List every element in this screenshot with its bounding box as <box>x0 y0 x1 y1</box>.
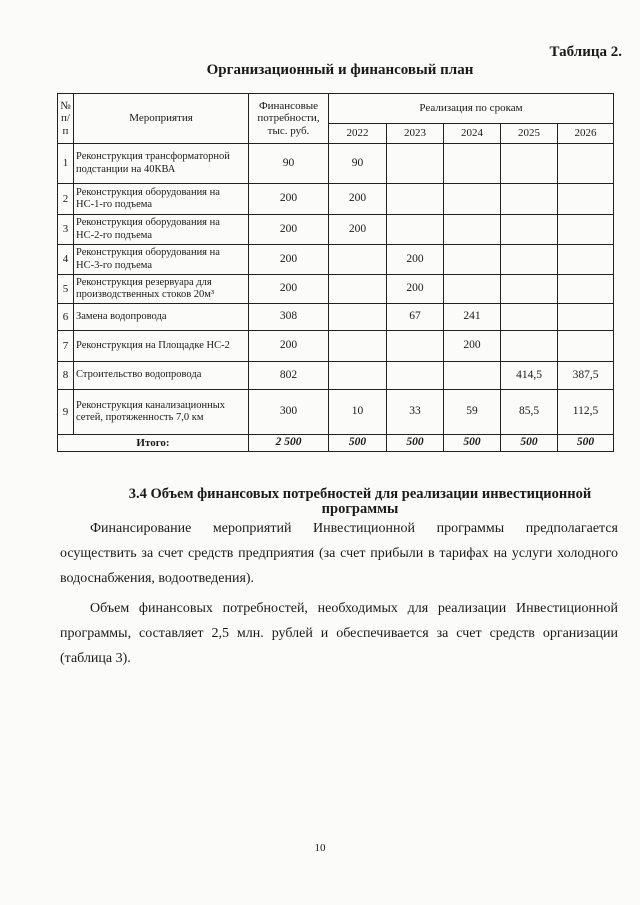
row-num: 4 <box>58 245 74 275</box>
row-total: 90 <box>249 144 329 184</box>
table-row <box>58 390 614 435</box>
row-year-value: 200 <box>329 184 387 215</box>
row-year-value <box>558 215 614 245</box>
row-event: Реконструкция на Площадке НС-2 <box>74 331 249 362</box>
row-total: 200 <box>249 184 329 215</box>
total-sum: 2 500 <box>249 435 329 452</box>
row-year-value <box>387 215 444 245</box>
row-year-value <box>444 215 501 245</box>
table-row <box>58 331 614 362</box>
row-year-value <box>558 304 614 331</box>
row-year-value <box>558 331 614 362</box>
row-year-value: 33 <box>387 390 444 435</box>
row-year-value <box>558 245 614 275</box>
row-year-value <box>444 275 501 304</box>
row-total: 300 <box>249 390 329 435</box>
table-row <box>58 215 614 245</box>
row-year-value <box>558 275 614 304</box>
header-finance: Финансовые потребности, тыс. руб. <box>249 94 329 144</box>
row-year-value <box>501 144 558 184</box>
row-year-value: 10 <box>329 390 387 435</box>
total-year-value: 500 <box>329 435 387 452</box>
row-num: 8 <box>58 362 74 390</box>
header-num: № п/ п <box>58 94 74 144</box>
row-year-value <box>329 304 387 331</box>
row-year-value: 241 <box>444 304 501 331</box>
row-year-value: 200 <box>444 331 501 362</box>
header-year: 2025 <box>501 124 558 144</box>
row-year-value: 112,5 <box>558 390 614 435</box>
row-total: 200 <box>249 275 329 304</box>
row-num: 7 <box>58 331 74 362</box>
row-year-value <box>329 275 387 304</box>
row-total: 200 <box>249 245 329 275</box>
total-year-value: 500 <box>387 435 444 452</box>
row-year-value: 387,5 <box>558 362 614 390</box>
row-event: Реконструкция оборудования на НС-2-го подъема <box>74 215 249 245</box>
header-year: 2022 <box>329 124 387 144</box>
row-year-value: 59 <box>444 390 501 435</box>
row-event: Реконструкция канализационных сетей, протяженность 7,0 км <box>74 390 249 435</box>
row-year-value <box>501 304 558 331</box>
row-year-value: 85,5 <box>501 390 558 435</box>
row-year-value <box>501 215 558 245</box>
row-total: 200 <box>249 215 329 245</box>
header-realization: Реализация по срокам <box>329 94 614 124</box>
row-num: 5 <box>58 275 74 304</box>
row-total: 802 <box>249 362 329 390</box>
row-num: 9 <box>58 390 74 435</box>
row-year-value <box>558 144 614 184</box>
row-num: 2 <box>58 184 74 215</box>
table-row <box>58 184 614 215</box>
row-year-value <box>501 184 558 215</box>
header-year: 2024 <box>444 124 501 144</box>
row-year-value: 67 <box>387 304 444 331</box>
row-num: 1 <box>58 144 74 184</box>
row-year-value <box>444 184 501 215</box>
row-year-value: 414,5 <box>501 362 558 390</box>
section-heading: 3.4 Объем финансовых потребностей для реализации инвестиционной программы <box>128 486 592 518</box>
row-year-value: 200 <box>387 275 444 304</box>
row-year-value: 200 <box>387 245 444 275</box>
row-year-value <box>387 184 444 215</box>
total-row <box>58 435 614 452</box>
total-year-value: 500 <box>558 435 614 452</box>
row-event: Реконструкция оборудования на НС-3-го подъема <box>74 245 249 275</box>
row-year-value: 90 <box>329 144 387 184</box>
row-year-value: 200 <box>329 215 387 245</box>
row-year-value <box>387 362 444 390</box>
table-label: Таблица 2. <box>549 44 622 60</box>
row-year-value <box>501 245 558 275</box>
row-year-value <box>387 331 444 362</box>
row-event: Реконструкция резервуара для производственных стоков 20м³ <box>74 275 249 304</box>
row-year-value <box>329 245 387 275</box>
page-number: 10 <box>314 842 326 854</box>
row-year-value <box>387 144 444 184</box>
row-event: Реконструкция оборудования на НС-1-го подъема <box>74 184 249 215</box>
table-row <box>58 144 614 184</box>
table-row <box>58 275 614 304</box>
row-year-value <box>329 331 387 362</box>
row-event: Замена водопровода <box>74 304 249 331</box>
table-title: Организационный и финансовый план <box>206 62 474 78</box>
table-row <box>58 304 614 331</box>
paragraph: Объем финансовых потребностей, необходимых для реализации Инвестиционной программы, составляет 2,5 млн. рублей и обеспечивается за счет средств организации (таблица 3). <box>60 601 618 666</box>
total-year-value: 500 <box>444 435 501 452</box>
row-num: 3 <box>58 215 74 245</box>
table-row <box>58 362 614 390</box>
total-label: Итого: <box>58 435 249 452</box>
row-total: 200 <box>249 331 329 362</box>
row-year-value <box>501 275 558 304</box>
paragraph: Финансирование мероприятий Инвестиционной программы предполагается осуществить за счет средств предприятия (за счет прибыли в тарифах на услуги холодного водоснабжения, водоотведения). <box>60 521 618 586</box>
row-total: 308 <box>249 304 329 331</box>
row-year-value <box>501 331 558 362</box>
header-event: Мероприятия <box>74 94 249 144</box>
row-event: Строительство водопровода <box>74 362 249 390</box>
row-year-value <box>444 245 501 275</box>
row-num: 6 <box>58 304 74 331</box>
table-row <box>58 245 614 275</box>
row-event: Реконструкция трансформаторной подстанции на 40КВА <box>74 144 249 184</box>
header-year: 2026 <box>558 124 614 144</box>
row-year-value <box>329 362 387 390</box>
row-year-value <box>558 184 614 215</box>
row-year-value <box>444 362 501 390</box>
financial-plan-table <box>57 93 614 452</box>
total-year-value: 500 <box>501 435 558 452</box>
row-year-value <box>444 144 501 184</box>
header-year: 2023 <box>387 124 444 144</box>
